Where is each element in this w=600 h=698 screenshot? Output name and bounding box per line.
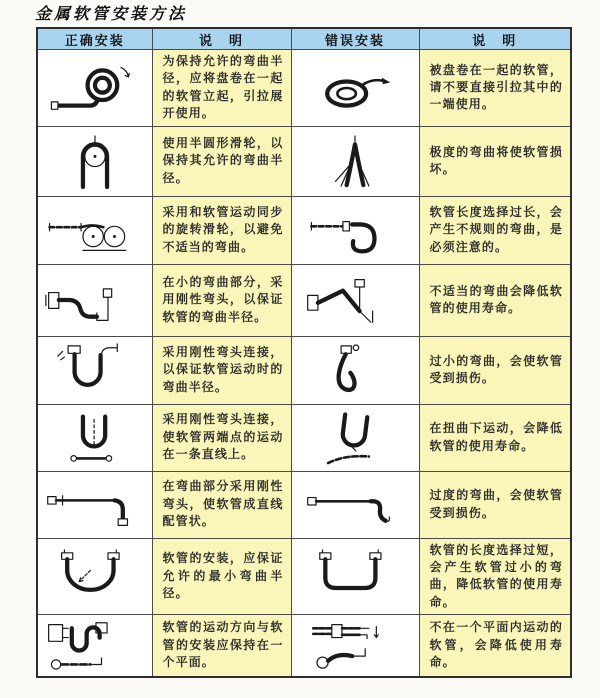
table-row <box>37 126 571 196</box>
twisted-u-loop-illustration <box>304 410 406 466</box>
wrong-figure-cell <box>291 50 419 127</box>
correct-figure-cell <box>37 126 152 196</box>
wrong-desc-cell <box>419 50 571 127</box>
description-text: 软管的安装，应保证允许的最小弯曲半径。 <box>162 551 284 601</box>
description-text: 不适当的弯曲会降低软管的使用寿命。 <box>429 283 563 316</box>
extreme-bend-illustration <box>304 133 406 189</box>
wrong-desc-cell <box>419 471 571 538</box>
correct-desc-cell <box>152 538 291 615</box>
wrong-desc-cell <box>419 538 571 615</box>
u-loop-rigid-elbow-illustration <box>44 342 146 398</box>
column-header-correct-install: 正确安装 <box>37 28 152 50</box>
wrong-figure-cell <box>291 615 419 677</box>
correct-desc-cell <box>152 336 291 404</box>
correct-desc-cell <box>152 404 291 471</box>
minimum-radius-u-illustration <box>44 548 146 604</box>
wrong-figure-cell <box>291 538 419 615</box>
column-header-wrong-install: 错误安装 <box>291 28 419 50</box>
description-text: 采用刚性弯头连接，使软管两端点的运动在一条直线上。 <box>162 412 284 462</box>
wrong-desc-cell <box>419 404 571 471</box>
wrong-desc-cell <box>419 196 571 264</box>
description-text: 采用和软管运动同步的旋转滑轮，以避免不适当的弯曲。 <box>162 204 284 254</box>
column-header-description-1: 说 明 <box>152 28 291 50</box>
description-text: 软管的运动方向与软管的安装应保持在一个平面。 <box>162 620 284 670</box>
wrong-figure-cell <box>291 471 419 538</box>
column-header-description-2: 说 明 <box>419 28 571 50</box>
description-text: 极度的弯曲将使软管损坏。 <box>429 144 563 177</box>
wrong-figure-cell <box>291 196 419 264</box>
correct-figure-cell <box>37 471 152 538</box>
description-text: 在小的弯曲部分，采用刚性弯头，以保证软管的弯曲半径。 <box>162 274 284 324</box>
irregular-bend-illustration <box>304 202 406 258</box>
table-row <box>37 404 571 471</box>
too-short-hose-illustration <box>304 548 406 604</box>
aligned-u-loop-illustration <box>44 410 146 466</box>
description-text: 软管的长度选择过短，会产生软管过小的弯曲，降低软管的使用寿命。 <box>429 542 563 609</box>
wrong-desc-cell <box>419 264 571 336</box>
single-plane-motion-illustration <box>44 617 146 673</box>
description-text: 过小的弯曲，会使软管受到损伤。 <box>429 353 563 386</box>
description-text: 采用刚性弯头连接，以保证软管运动时的弯曲半径。 <box>162 344 284 394</box>
semicircular-pulley-illustration <box>44 133 146 189</box>
over-bend-illustration <box>304 477 406 533</box>
table-row <box>37 264 571 336</box>
rigid-elbow-small-bend-illustration <box>44 272 146 328</box>
wrong-figure-cell <box>291 126 419 196</box>
correct-figure-cell <box>37 264 152 336</box>
correct-desc-cell <box>152 615 291 677</box>
correct-desc-cell <box>152 471 291 538</box>
description-text: 在扭曲下运动，会降低软管的使用寿命。 <box>429 421 563 453</box>
straight-run-elbow-illustration <box>44 477 146 533</box>
table-row <box>37 471 571 538</box>
table-row <box>37 336 571 404</box>
correct-desc-cell <box>152 126 291 196</box>
header-row <box>37 28 571 50</box>
description-text: 为保持允许的弯曲半径，应将盘卷在一起的软管立起，引拉展开使用。 <box>162 54 284 121</box>
correct-figure-cell <box>37 196 152 264</box>
rotating-pulleys-illustration <box>44 202 146 258</box>
description-text: 软管长度选择过长，会产生不规则的弯曲，是必须注意的。 <box>429 204 563 254</box>
correct-figure-cell <box>37 50 152 127</box>
correct-figure-cell <box>37 538 152 615</box>
wrong-figure-cell <box>291 336 419 404</box>
coiled-hose-upright-illustration <box>44 60 146 116</box>
wrong-figure-cell <box>291 264 419 336</box>
installation-table <box>36 27 572 678</box>
page-title: 金属软管安装方法 <box>35 4 188 23</box>
correct-desc-cell <box>152 196 291 264</box>
correct-figure-cell <box>37 404 152 471</box>
table-row <box>37 615 571 677</box>
description-text: 在弯曲部分采用刚性弯头，使软管成直线配管状。 <box>162 479 284 529</box>
table-row <box>37 196 571 264</box>
table-row <box>37 50 571 127</box>
too-small-bend-illustration <box>304 342 406 398</box>
wrong-figure-cell <box>291 404 419 471</box>
description-text: 被盘卷在一起的软管，请不要直接引拉其中的一端使用。 <box>429 62 563 112</box>
wrong-desc-cell <box>419 615 571 677</box>
correct-figure-cell <box>37 615 152 677</box>
description-text: 不在一个平面内运动的软管，会降低使用寿命。 <box>429 620 563 670</box>
table-row <box>37 538 571 615</box>
improper-bend-illustration <box>304 272 406 328</box>
correct-desc-cell <box>152 264 291 336</box>
correct-desc-cell <box>152 50 291 127</box>
description-text: 过度的弯曲，会使软管受到损伤。 <box>429 488 563 520</box>
out-of-plane-motion-illustration <box>304 617 406 673</box>
flat-coil-pulled-illustration <box>304 60 406 116</box>
wrong-desc-cell <box>419 336 571 404</box>
wrong-desc-cell <box>419 126 571 196</box>
correct-figure-cell <box>37 336 152 404</box>
description-text: 使用半圆形滑轮，以保持其允许的弯曲半径。 <box>162 135 284 185</box>
